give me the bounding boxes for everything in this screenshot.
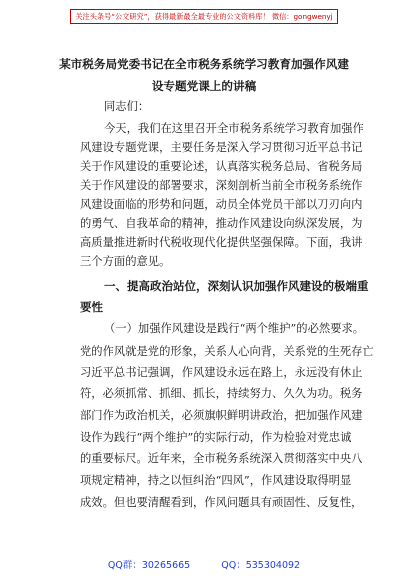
document-title-line-2: 设专题党课上的讲稿 bbox=[151, 79, 257, 93]
paragraph-2-line: 的重要标尺。近年来，全市税务系统深入贯彻落实中央八 bbox=[80, 452, 363, 465]
paragraph-2-line: （一）加强作风建设是践行“两个维护”的必然要求。 bbox=[104, 322, 365, 335]
paragraph-2-line: 部门作为政治机关，必须旗帜鲜明讲政治，把加强作风建 bbox=[80, 409, 363, 422]
paragraph-1-line: 三个方面的意见。 bbox=[80, 255, 171, 268]
paragraph-2-line: 项规定精神，持之以恒纠治“四风”，作风建设取得明显 bbox=[80, 474, 352, 487]
header-banner bbox=[0, 0, 408, 32]
section-heading-1-continuation: 要性 bbox=[80, 300, 103, 314]
paragraph-1-line: 风建设专题党课，主要任务是深入学习贯彻习近平总书记 bbox=[80, 141, 363, 154]
document-title-line-1: 某市税务局党委书记在全市税务系统学习教育加强作风建 bbox=[59, 57, 349, 71]
paragraph-2-line: 符，必须抓常、抓细、抓长，持续努力、久久为功。税务 bbox=[80, 387, 363, 400]
paragraph-1-line: 高质量推进新时代税收现代化提供坚强保障。下面，我讲 bbox=[80, 236, 363, 249]
paragraph-2-line: 成效。但也要清醒看到，作风问题具有顽固性、反复性， bbox=[80, 496, 363, 509]
paragraph-1-line: 关于作风建设的部署要求，深刻剖析当前全市税务系统作 bbox=[80, 179, 363, 192]
paragraph-2-line: 习近平总书记强调，作风建设永远在路上，永远没有休止 bbox=[80, 366, 363, 379]
banner-text: 关注头条号“公文研究”，获得最新最全最专业的公文资料库！ 微信：gongwenyj bbox=[70, 9, 337, 24]
footer-qq: QQ：535304092 bbox=[221, 560, 301, 571]
footer-qq-group: QQ群：30265665 bbox=[107, 560, 191, 571]
paragraph-1-line: 关于作风建设的重要论述，认真落实税务总局、省税务局 bbox=[80, 160, 363, 173]
paragraph-1-line: 的勇气、自我革命的精神，推动作风建设向纵深发展，为 bbox=[80, 217, 363, 230]
paragraph-1-line: 今天，我们在这里召开全市税务系统学习教育加强作 bbox=[104, 122, 364, 135]
paragraph-1-line: 风建设面临的形势和问题，动员全体党员干部以刀刃向内 bbox=[80, 198, 363, 211]
paragraph-2-line: 党的作风就是党的形象，关系人心向背，关系党的生死存亡 bbox=[80, 345, 374, 358]
footer-contact bbox=[0, 560, 408, 572]
section-heading-1: 一、提高政治站位，深刻认识加强作风建设的极端重 bbox=[104, 279, 369, 293]
paragraph-2-line: 设作为践行“两个维护”的实际行动，作为检验对党忠诚 bbox=[80, 431, 352, 444]
greeting: 同志们： bbox=[104, 100, 150, 113]
